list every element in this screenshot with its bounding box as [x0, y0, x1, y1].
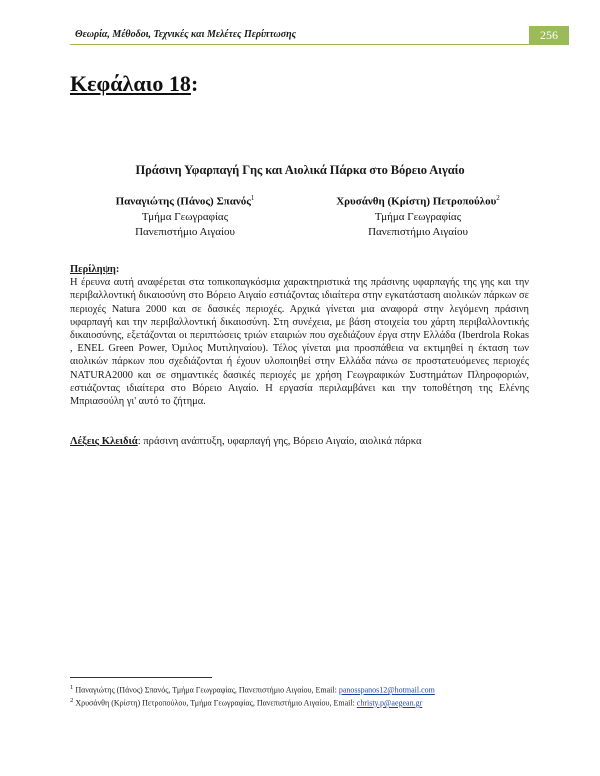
chapter-colon: : [190, 71, 199, 96]
abstract-heading: Περίληψη [70, 264, 116, 275]
author-name: Χρυσάνθη (Κρίστη) Πετροπούλου [336, 195, 497, 208]
footnote-text: Παναγιώτης (Πάνος) Σπανός, Τμήμα Γεωγραφίας, Πανεπιστήμιο Αιγαίου, Email: [73, 685, 339, 695]
chapter-label: Κεφάλαιο 18 [70, 71, 191, 96]
author-name: Παναγιώτης (Πάνος) Σπανός [115, 195, 251, 208]
footnote-text: Χρυσάνθη (Κρίστη) Πετροπούλου, Τμήμα Γεωγραφίας, Πανεπιστήμιο Αιγαίου, Email: [73, 698, 357, 708]
footnote-email-link[interactable]: panosspanos12@hotmail.com [338, 685, 435, 695]
footnote-1 [70, 684, 435, 695]
author-block-2 [318, 191, 518, 240]
header-divider [70, 44, 569, 45]
paper-title: Πράσινη Υφαρπαγή Γης και Αιολικά Πάρκα στο Βόρειο Αιγαίο [135, 163, 465, 177]
author-footnote-ref: 1 [250, 194, 255, 202]
footnote-email-link[interactable]: christy.p@aegean.gr [356, 698, 423, 708]
keywords-line [70, 436, 529, 447]
author-department: Τμήμα Γεωγραφίας [374, 210, 462, 223]
abstract-heading-colon: : [115, 264, 120, 275]
abstract-section [70, 263, 529, 408]
author-institution: Πανεπιστήμιο Αιγαίου [135, 225, 235, 238]
footnote-marker: 1 [70, 684, 74, 691]
footnote-2 [70, 697, 422, 708]
keywords-text: : πράσινη ανάπτυξη, υφαρπαγή γης, Βόρειο Αιγαίο, αιολικά πάρκα [137, 436, 422, 447]
author-footnote-ref: 2 [496, 194, 500, 202]
running-header-title: Θεωρία, Μέθοδοι, Τεχνικές και Μελέτες Περίπτωσης [75, 29, 297, 40]
keywords-label: Λέξεις Κλειδιά [70, 436, 138, 447]
author-department: Τμήμα Γεωγραφίας [141, 210, 229, 223]
page-number-badge: 256 [529, 26, 569, 44]
footnote-divider [70, 677, 212, 678]
author-institution: Πανεπιστήμιο Αιγαίου [368, 225, 468, 238]
footnote-marker: 2 [70, 697, 74, 704]
author-block-1 [90, 191, 280, 240]
chapter-heading [70, 71, 198, 97]
abstract-body: Η έρευνα αυτή αναφέρεται στα τοπικοπαγκόσμια χαρακτηριστικά της πράσινης υφαρπαγής της γης και την περιβαλλοντική δικαιοσύνη στο Βόρειο Αιγαίο εστιάζοντας ιδιαίτερα στην εγκατάσταση αιολικών πάρκων σε περιοχές Natura 2000 και σε δασικές περιοχές. Αρχικά γίνεται μια αναφορά στην λεγόμενη πράσινη υφαρπαγή και την περιβαλλοντική δικαιοσύνη. Στη συνέχεια, με βάση στοιχεία του χάρτη περιβαλλοντικής δικαιοσύνης, εξετάζονται οι περιπτώσεις τριών εταιριών που σχεδιάζουν έργα στην Ελλάδα (Iberdrola Rokas , ENEL Green Power, Όμιλος Μυτιληναίου). Τέλος γίνεται μια προσπάθεια να εκτιμηθεί η έκταση των αιολικών πάρκων που σχεδιάζονται ή έχουν υλοποιηθεί στην Ελλάδα πάνω σε προστατευόμενες περιοχές NATURA2000 και σε σημαντικές δασικές περιοχές με χρήση Γεωγραφικών Συστημάτων Πληροφοριών, εστιάζοντας ιδιαίτερα στο Βόρειο Αιγαίο. Η εργασία περιλαμβάνει και την τοποθέτηση της Ελένης Μπριασούλη γι' αυτό το ζήτημα. [70, 277, 529, 408]
